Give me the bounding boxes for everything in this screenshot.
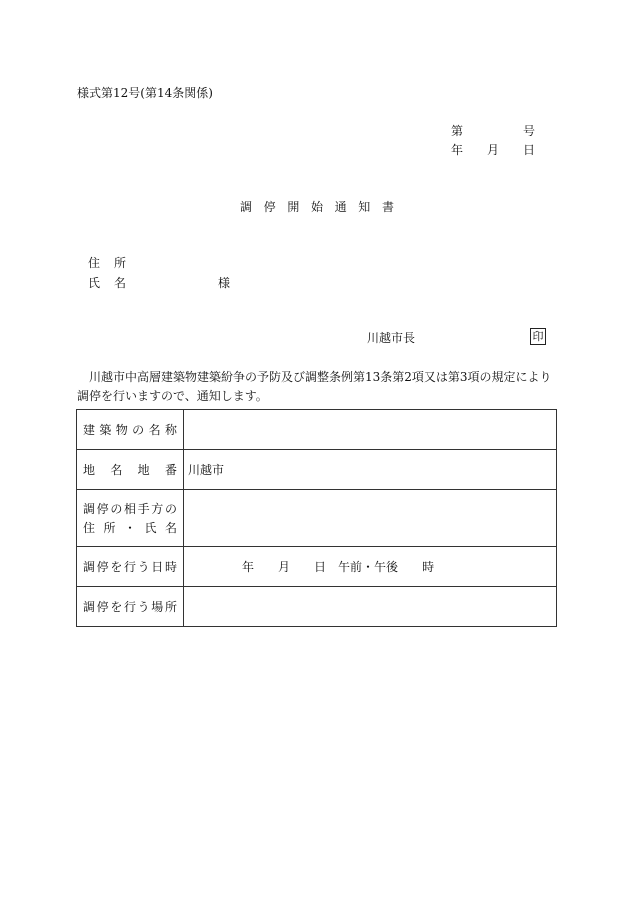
- number-go: 号: [522, 124, 535, 138]
- document-number: [451, 122, 535, 139]
- body-paragraph: 川越市中高層建築物建築紛争の予防及び調整条例第13条第2項又は第3項の規定により調停を行いますので、通知します。: [77, 370, 552, 403]
- lot-field[interactable]: 川越市: [184, 450, 557, 490]
- recipient-name-label: 氏 名: [88, 276, 126, 290]
- place-label: 調 停 を 行 う 場 所: [77, 587, 184, 627]
- building-name-field[interactable]: [184, 410, 557, 450]
- seal-mark: 印: [530, 328, 546, 345]
- date-month: 月: [486, 143, 499, 157]
- lot-label: 地 名 地 番: [77, 450, 184, 490]
- recipient-honorific: 様: [218, 276, 231, 290]
- party-label: 調 停 の 相 手 方 の 住 所 ・ 氏 名: [77, 490, 184, 547]
- building-name-label: 建 築 物 の 名 称: [77, 410, 184, 450]
- form-number-label: 様式第12号(第14条関係): [77, 86, 213, 100]
- table-row: [77, 587, 557, 627]
- table-row: [77, 547, 557, 587]
- place-field[interactable]: [184, 587, 557, 627]
- table-row: [77, 410, 557, 450]
- number-dai: 第: [451, 124, 464, 138]
- date-day: 日: [522, 143, 535, 157]
- party-field[interactable]: [184, 490, 557, 547]
- document-title: 調 停 開 始 通 知 書: [240, 200, 394, 214]
- document-date: [451, 141, 535, 158]
- datetime-label: 調 停 を 行 う 日 時: [77, 547, 184, 587]
- mediation-info-table: [76, 409, 557, 627]
- table-row: [77, 490, 557, 547]
- datetime-field[interactable]: 年 月 日 午前・午後 時: [184, 547, 557, 587]
- issuer-mayor: 川越市長: [367, 331, 416, 345]
- recipient-address-label: 住 所: [88, 256, 126, 270]
- table-row: [77, 450, 557, 490]
- date-year: 年: [451, 143, 464, 157]
